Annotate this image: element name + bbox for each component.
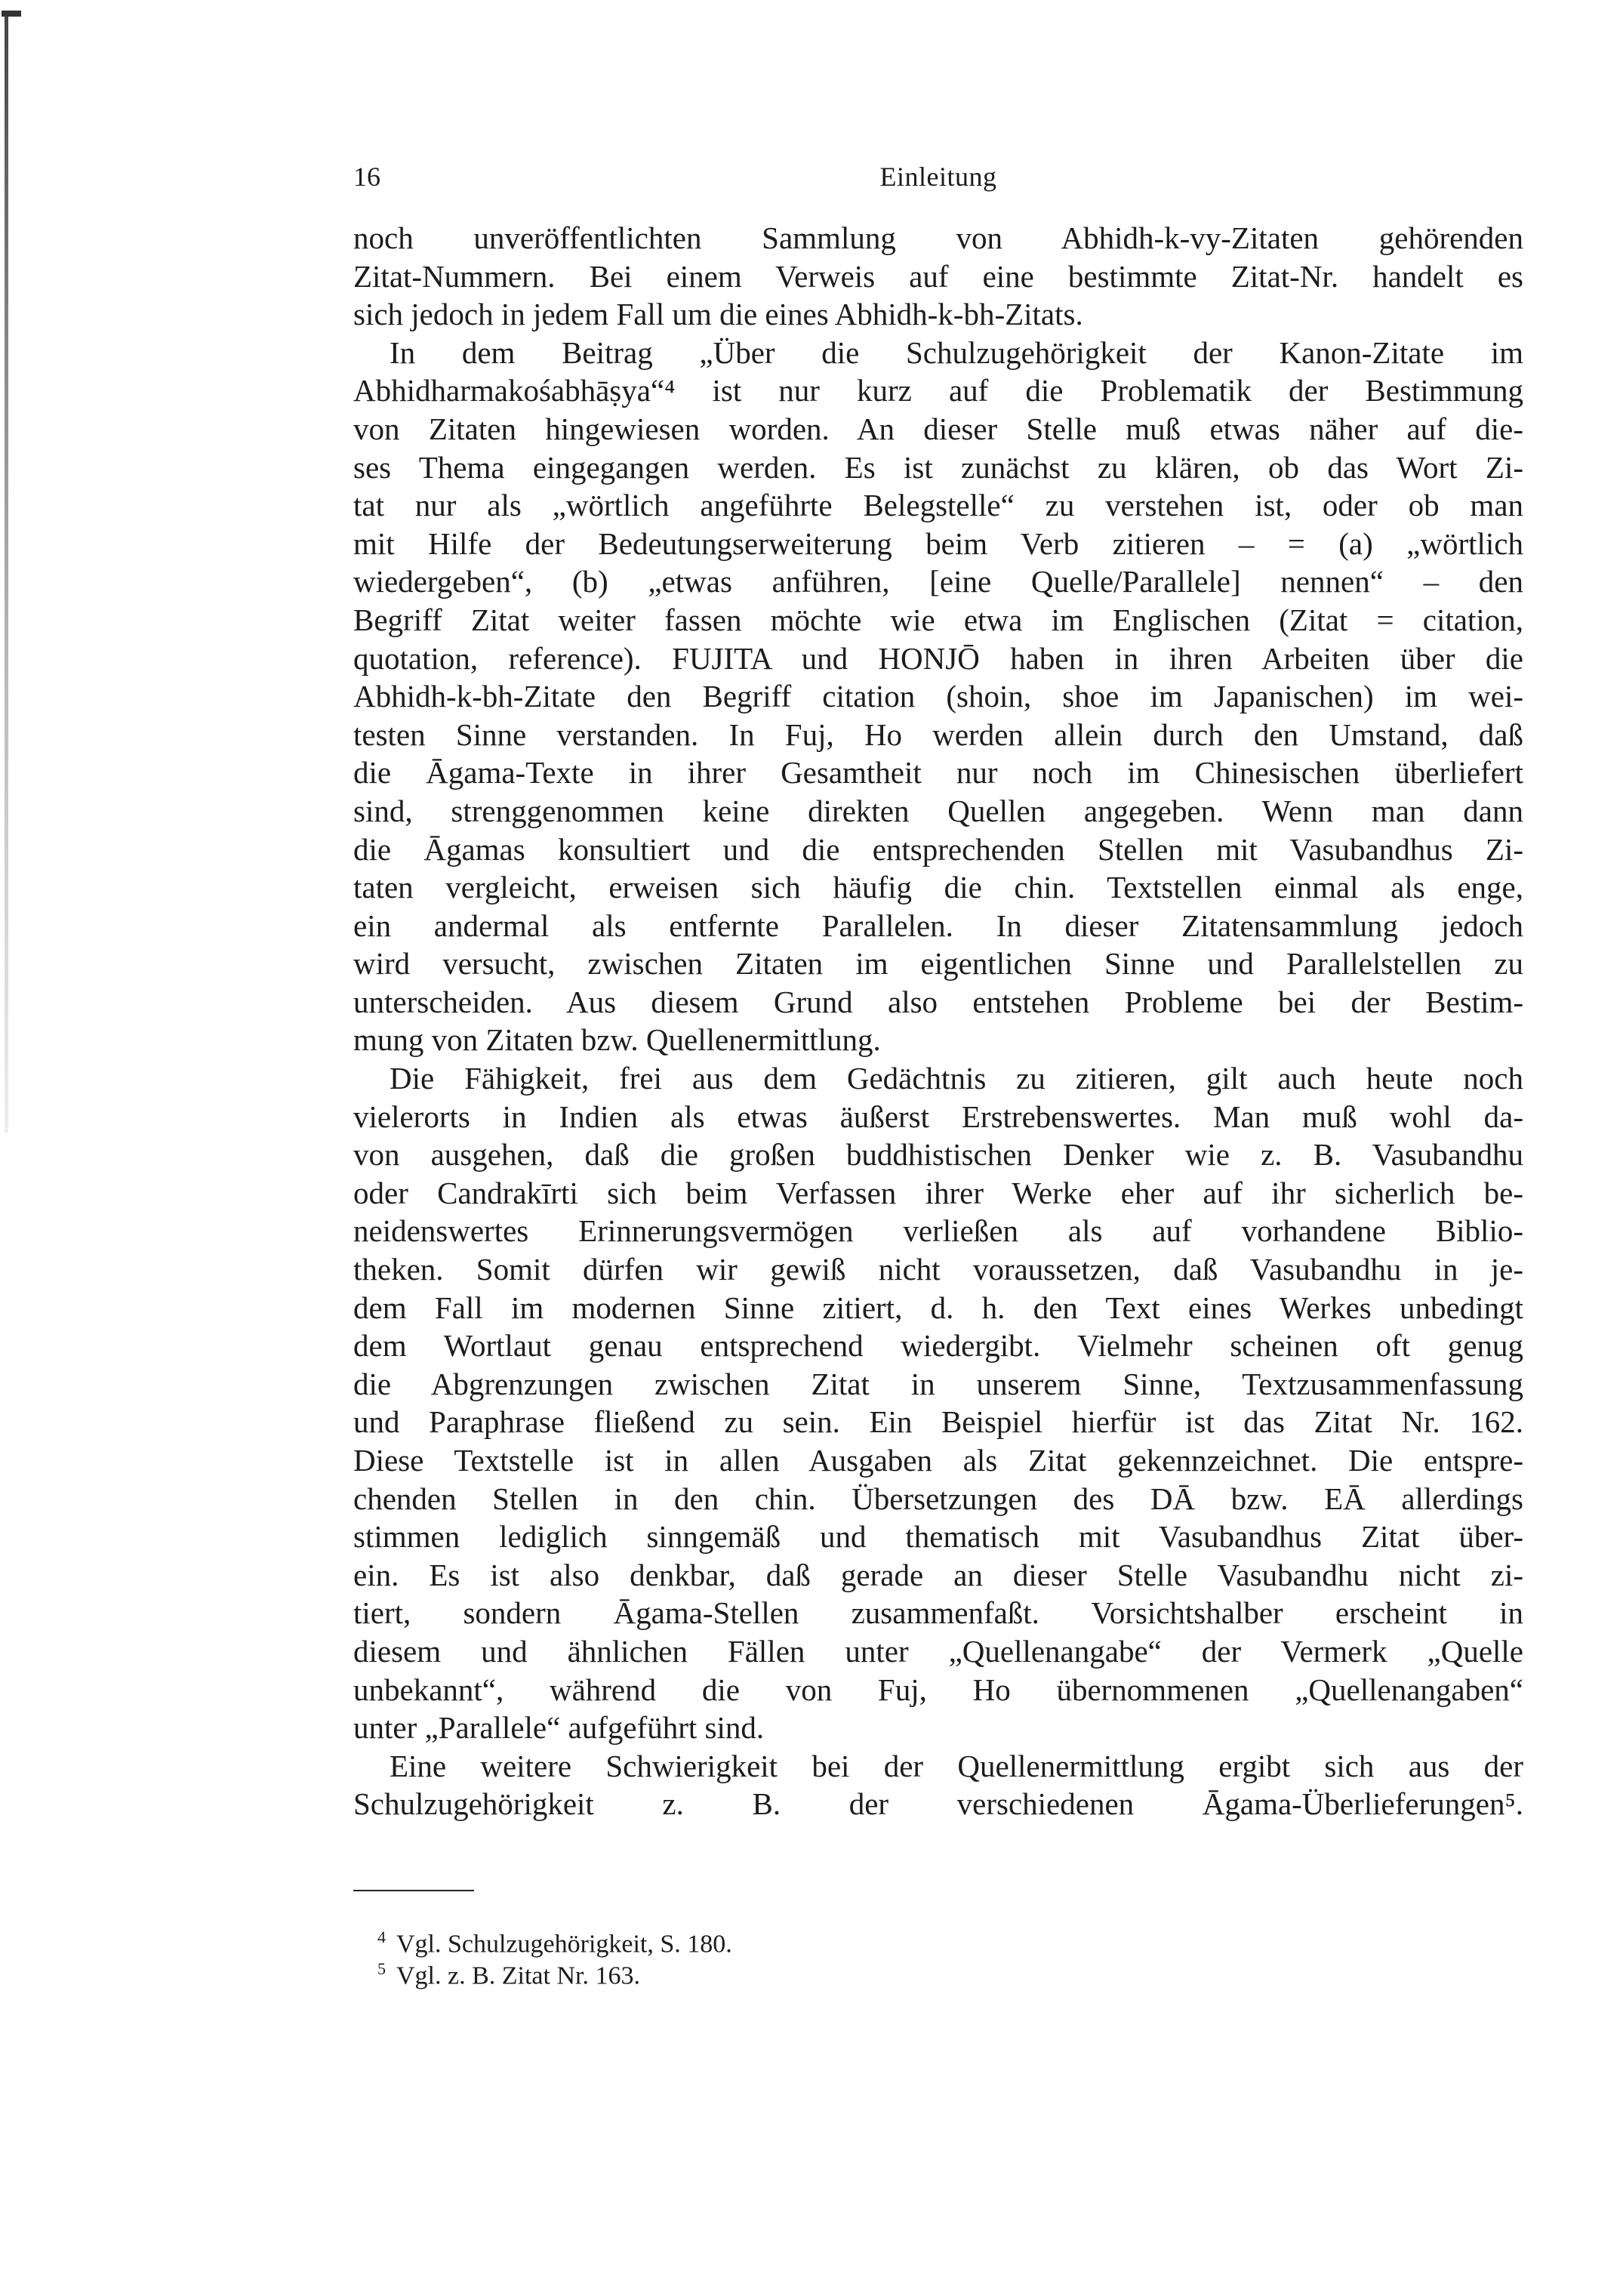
body-line: und Paraphrase fließend zu sein. Ein Beispiel hierfür ist das Zitat Nr. 162.: [353, 1404, 1523, 1440]
footnote-number: 5: [377, 1959, 386, 1978]
footnote-text: Vgl. z. B. Zitat Nr. 163.: [396, 1962, 640, 1990]
page-header: [353, 161, 1523, 206]
body-text: [353, 219, 1523, 1823]
body-line: die Abgrenzungen zwischen Zitat in unserem Sinne, Textzusammenfassung: [353, 1366, 1523, 1401]
body-line: dem Fall im modernen Sinne zitiert, d. h. den Text eines Werkes unbedingt: [353, 1290, 1523, 1325]
body-line: taten vergleicht, erweisen sich häufig die chin. Textstellen einmal als enge,: [353, 870, 1523, 905]
body-line: wird versucht, zwischen Zitaten im eigentlichen Sinne und Parallelstellen zu: [353, 946, 1523, 982]
body-line: diesem und ähnlichen Fällen unter „Quellenangabe“ der Vermerk „Quelle: [353, 1633, 1523, 1669]
footnote-divider: [353, 1890, 474, 1891]
binding-mark: [2, 11, 21, 17]
footnote-text: Vgl. Schulzugehörigkeit, S. 180.: [396, 1930, 732, 1959]
body-line: unterscheiden. Aus diesem Grund also entstehen Probleme bei der Bestim-: [353, 984, 1523, 1019]
body-line: Abhidharmakośabhāṣya“⁴ ist nur kurz auf die Problematik der Bestimmung: [353, 373, 1523, 408]
body-line: quotation, reference). FUJITA und HONJŌ haben in ihren Arbeiten über die: [353, 640, 1523, 676]
body-line: dem Wortlaut genau entsprechend wiedergibt. Vielmehr scheinen oft genug: [353, 1328, 1523, 1364]
body-line: Schulzugehörigkeit z. B. der verschiedenen Āgama-Überlieferungen⁵.: [353, 1786, 1523, 1822]
body-line: Abhidh-k-bh-Zitate den Begriff citation (shoin, shoe im Japanischen) im wei-: [353, 679, 1523, 714]
body-line: Begriff Zitat weiter fassen möchte wie etwa im Englischen (Zitat = citation,: [353, 602, 1523, 637]
body-line: ein andermal als entfernte Parallelen. In dieser Zitatensammlung jedoch: [353, 908, 1523, 943]
body-line: stimmen lediglich sinngemäß und thematisch mit Vasubandhus Zitat über-: [353, 1519, 1523, 1555]
body-line: Eine weitere Schwierigkeit bei der Quellenermittlung ergibt sich aus der: [390, 1748, 1523, 1783]
body-line: vielerorts in Indien als etwas äußerst Erstrebenswertes. Man muß wohl da-: [353, 1099, 1523, 1134]
body-line: neidenswertes Erinnerungsvermögen verließen als auf vorhandene Biblio-: [353, 1213, 1523, 1249]
body-line: die Āgamas konsultiert und die entsprechenden Stellen mit Vasubandhus Zi-: [353, 831, 1523, 867]
body-line: unter „Parallele“ aufgeführt sind.: [353, 1710, 765, 1746]
footnote: [377, 1953, 1434, 1990]
running-head: Einleitung: [879, 162, 997, 192]
footnotes: [377, 1922, 1434, 1990]
body-line: die Āgama-Texte in ihrer Gesamtheit nur noch im Chinesischen überliefert: [353, 755, 1523, 791]
body-line: von ausgehen, daß die großen buddhistischen Denker wie z. B. Vasubandhu: [353, 1137, 1523, 1173]
body-line: mung von Zitaten bzw. Quellenermittlung.: [353, 1022, 881, 1058]
body-line: noch unveröffentlichten Sammlung von Abhidh-k-vy-Zitaten gehörenden: [353, 220, 1523, 255]
body-line: testen Sinne verstanden. In Fuj, Ho werden allein durch den Umstand, daß: [353, 717, 1523, 752]
body-line: wiedergeben“, (b) „etwas anführen, [eine Quelle/Parallele] nennen“ – den: [353, 564, 1523, 599]
body-line: sich jedoch in jedem Fall um die eines Abhidh-k-bh-Zitats.: [353, 297, 1083, 332]
body-line: chenden Stellen in den chin. Übersetzungen des DĀ bzw. EĀ allerdings: [353, 1481, 1523, 1516]
body-line: sind, strenggenommen keine direkten Quellen angegeben. Wenn man dann: [353, 793, 1523, 828]
page-number: 16: [353, 162, 380, 192]
body-line: theken. Somit dürfen wir gewiß nicht voraussetzen, daß Vasubandhu in je-: [353, 1252, 1523, 1287]
page-binding-edge: [5, 15, 8, 1133]
body-line: tiert, sondern Āgama-Stellen zusammenfaßt. Vorsichtshalber erscheint in: [353, 1595, 1523, 1631]
body-line: von Zitaten hingewiesen worden. An dieser Stelle muß etwas näher auf die-: [353, 411, 1523, 446]
body-line: oder Candrakīrti sich beim Verfassen ihrer Werke eher auf ihr sicherlich be-: [353, 1175, 1523, 1210]
body-line: ein. Es ist also denkbar, daß gerade an dieser Stelle Vasubandhu nicht zi-: [353, 1557, 1523, 1592]
body-line: Diese Textstelle ist in allen Ausgaben als Zitat gekennzeichnet. Die entspre-: [353, 1443, 1523, 1478]
body-line: mit Hilfe der Bedeutungserweiterung beim Verb zitieren – = (a) „wörtlich: [353, 525, 1523, 561]
body-line: Die Fähigkeit, frei aus dem Gedächtnis zu zitieren, gilt auch heute noch: [390, 1061, 1523, 1096]
body-line: In dem Beitrag „Über die Schulzugehörigkeit der Kanon-Zitate im: [390, 334, 1523, 370]
body-line: tat nur als „wörtlich angeführte Belegstelle“ zu verstehen ist, oder ob man: [353, 488, 1523, 523]
body-line: ses Thema eingegangen werden. Es ist zunächst zu klären, ob das Wort Zi-: [353, 449, 1523, 485]
body-line: unbekannt“, während die von Fuj, Ho übernommenen „Quellenangaben“: [353, 1672, 1523, 1707]
body-line: Zitat-Nummern. Bei einem Verweis auf eine bestimmte Zitat-Nr. handelt es: [353, 258, 1523, 294]
footnote-number: 4: [377, 1928, 386, 1946]
footnote: [377, 1922, 1434, 1959]
